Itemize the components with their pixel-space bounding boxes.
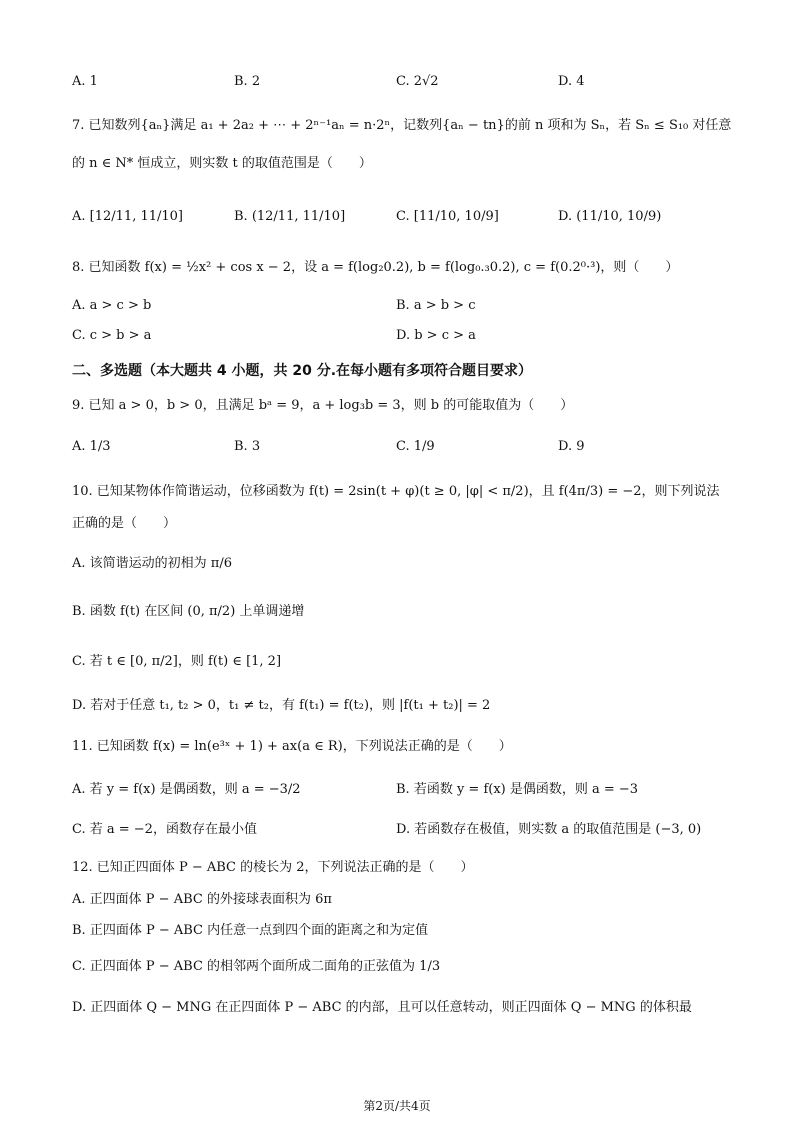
q6-option-d: D. 4 <box>558 74 585 89</box>
q12-stem: 12. 已知正四面体 P − ABC 的棱长为 2，下列说法正确的是（ ） <box>72 860 474 875</box>
q9-stem: 9. 已知 a > 0，b > 0，且满足 bᵃ = 9，a + log₃b = 3，则 b 的可能取值为（ ） <box>72 398 574 413</box>
q11-option-c: C. 若 a = −2，函数存在最小值 <box>72 822 257 837</box>
q8-option-d: D. b > c > a <box>396 328 476 343</box>
q11-option-a: A. 若 y = f(x) 是偶函数，则 a = −3/2 <box>72 782 301 797</box>
q7-option-d: D. (11/10, 10/9) <box>558 209 662 224</box>
q10-option-d: D. 若对于任意 t₁, t₂ > 0，t₁ ≠ t₂，有 f(t₁) = f(t₂)，则 |f(t₁ + t₂)| = 2 <box>72 698 491 713</box>
q8-stem: 8. 已知函数 f(x) = ½x² + cos x − 2，设 a = f(log₂0.2), b = f(log₀.₃0.2), c = f(0.2⁰·³)，则（ ） <box>72 260 679 275</box>
q9-option-d: D. 9 <box>558 439 585 454</box>
q8-option-b: B. a > b > c <box>396 298 476 313</box>
q7-stem-line2: 的 n ∈ N* 恒成立，则实数 t 的取值范围是（ ） <box>72 156 372 171</box>
q12-option-d: D. 正四面体 Q − MNG 在正四面体 P − ABC 的内部，且可以任意转动，则正四面体 Q − MNG 的体积最 <box>72 1000 692 1015</box>
q9-option-c: C. 1/9 <box>396 439 435 454</box>
q10-option-a: A. 该简谐运动的初相为 π/6 <box>72 556 232 571</box>
q12-option-c: C. 正四面体 P − ABC 的相邻两个面所成二面角的正弦值为 1/3 <box>72 959 441 974</box>
q7-stem-line1: 7. 已知数列{aₙ}满足 a₁ + 2a₂ + ⋯ + 2ⁿ⁻¹aₙ = n·2ⁿ，记数列{aₙ − tn}的前 n 项和为 Sₙ，若 Sₙ ≤ S₁₀ 对任意 <box>72 118 732 133</box>
q12-option-a: A. 正四面体 P − ABC 的外接球表面积为 6π <box>72 892 332 907</box>
q10-option-b: B. 函数 f(t) 在区间 (0, π/2) 上单调递增 <box>72 604 305 619</box>
q10-stem-line1: 10. 已知某物体作简谐运动，位移函数为 f(t) = 2sin(t + φ)(t ≥ 0, |φ| < π/2)，且 f(4π/3) = −2，则下列说法 <box>72 484 720 499</box>
q7-option-b: B. (12/11, 11/10] <box>234 209 346 224</box>
q11-option-b: B. 若函数 y = f(x) 是偶函数，则 a = −3 <box>396 782 639 797</box>
q9-option-b: B. 3 <box>234 439 261 454</box>
q6-option-b: B. 2 <box>234 74 261 89</box>
q11-stem: 11. 已知函数 f(x) = ln(e³ˣ + 1) + ax(a ∈ R)，下列说法正确的是（ ） <box>72 739 512 754</box>
q12-option-b: B. 正四面体 P − ABC 内任意一点到四个面的距离之和为定值 <box>72 923 429 938</box>
q10-option-c: C. 若 t ∈ [0, π/2]，则 f(t) ∈ [1, 2] <box>72 654 282 669</box>
q9-option-a: A. 1/3 <box>72 439 111 454</box>
q6-option-a: A. 1 <box>72 74 98 89</box>
section-heading-multiple-choice: 二、多选题（本大题共 4 小题，共 20 分.在每小题有多项符合题目要求） <box>72 363 533 379</box>
q10-stem-line2: 正确的是（ ） <box>72 516 177 531</box>
page-number-footer: 第2页/共4页 <box>363 1099 431 1113</box>
q8-option-c: C. c > b > a <box>72 328 152 343</box>
q7-option-c: C. [11/10, 10/9] <box>396 209 499 224</box>
q6-option-c: C. 2√2 <box>396 74 439 89</box>
q8-option-a: A. a > c > b <box>72 298 152 313</box>
q7-option-a: A. [12/11, 11/10] <box>72 209 183 224</box>
q11-option-d: D. 若函数存在极值，则实数 a 的取值范围是 (−3, 0) <box>396 822 702 837</box>
